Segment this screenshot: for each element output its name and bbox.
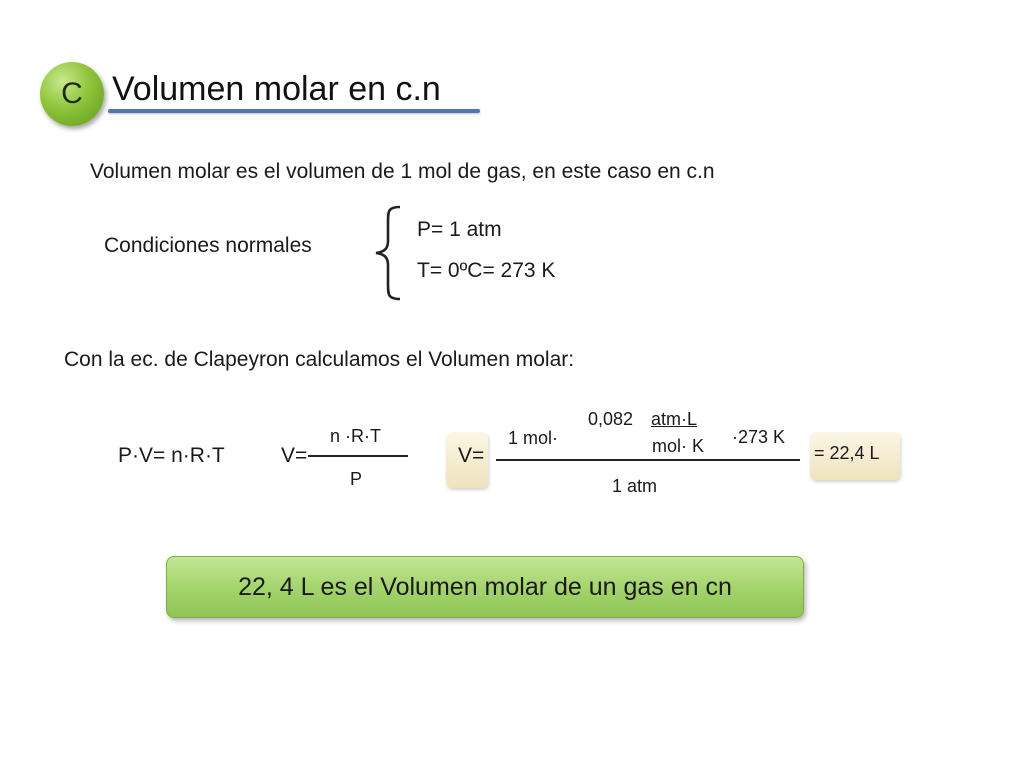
temperature-term: ·273 K: [732, 427, 786, 447]
title-underline: [108, 109, 480, 113]
ideal-gas-equation: P·V= n·R·T: [118, 444, 225, 467]
main-fraction-bar: [496, 459, 800, 461]
definition-text: Volumen molar es el volumen de 1 mol de gas, en este caso en c.n: [90, 160, 715, 183]
condition-temperature: T= 0ºC= 273 K: [417, 259, 556, 282]
gas-constant-units-num: atm·L: [651, 409, 698, 429]
volume2-lhs: V=: [458, 444, 485, 467]
section-badge: [40, 62, 104, 126]
volume-lhs: V=: [281, 444, 308, 467]
gas-constant-value: 0,082: [588, 409, 634, 429]
volume-fraction-bar: [308, 455, 408, 457]
curly-brace-icon: [370, 205, 406, 301]
conclusion-text: 22, 4 L es el Volumen molar de un gas en cn: [238, 572, 732, 601]
conclusion-banner: [166, 556, 804, 618]
moles-term: 1 mol·: [508, 428, 559, 448]
result-value: = 22,4 L: [814, 443, 880, 463]
conditions-label: Condiciones normales: [104, 234, 312, 257]
clapeyron-intro: Con la ec. de Clapeyron calculamos el Volumen molar:: [64, 348, 575, 371]
condition-pressure: P= 1 atm: [417, 218, 502, 241]
gas-constant-units-den: mol· K: [652, 436, 705, 456]
section-badge-letter: C: [61, 77, 83, 110]
page-title: Volumen molar en c.n: [112, 70, 441, 108]
volume-denominator: P: [350, 469, 363, 489]
volume-numerator: n ·R·T: [330, 426, 381, 446]
pressure-denominator: 1 atm: [612, 476, 658, 496]
